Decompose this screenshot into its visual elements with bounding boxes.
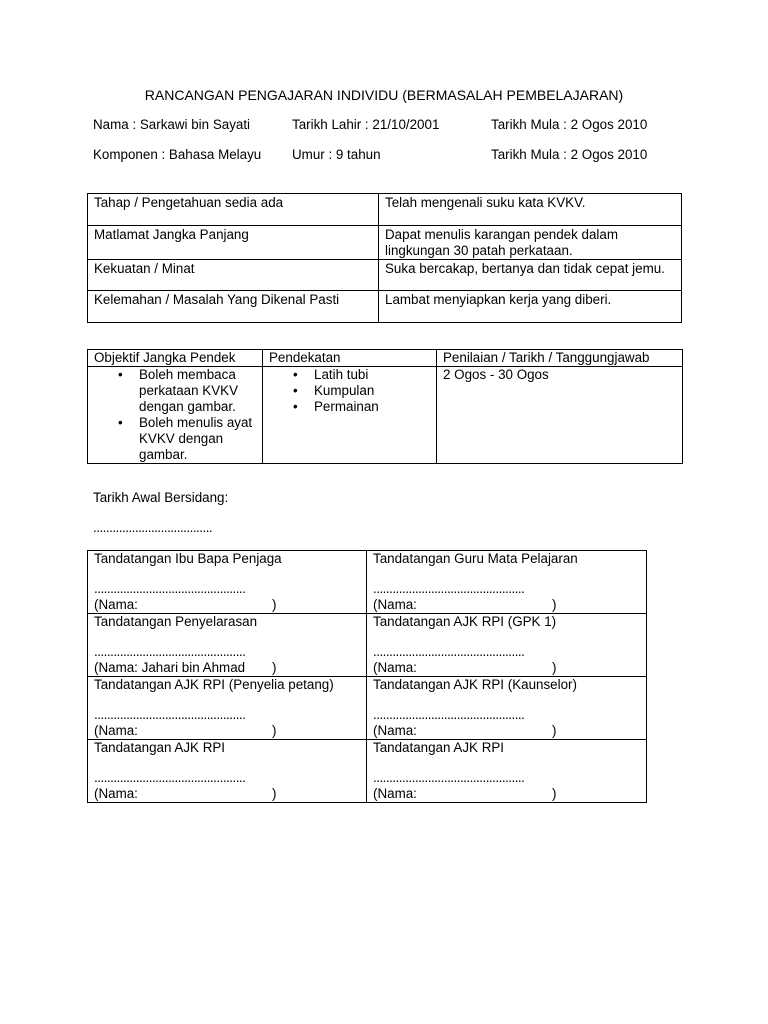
profile-label: Kekuatan / Minat bbox=[88, 259, 379, 291]
nama-label: (Nama: bbox=[373, 597, 417, 612]
table-row bbox=[88, 225, 682, 259]
table-row bbox=[88, 677, 647, 740]
nama-close: ) bbox=[552, 660, 557, 675]
nama-close: ) bbox=[272, 597, 277, 612]
profile-label: Kelemahan / Masalah Yang Dikenal Pasti bbox=[88, 291, 379, 323]
list-item: • Permainan bbox=[314, 399, 430, 415]
nama-close: ) bbox=[272, 660, 277, 675]
signature-dots: ............................................... bbox=[373, 770, 525, 785]
nama-close: ) bbox=[272, 723, 277, 738]
list-item: • Latih tubi bbox=[314, 367, 430, 383]
tarikh-mula-field-2: Tarikh Mula : 2 Ogos 2010 bbox=[491, 147, 648, 162]
nama-label: (Nama: bbox=[94, 597, 138, 612]
signature-label: Tandatangan Penyelarasan bbox=[94, 614, 258, 629]
nama-label: (Nama: bbox=[373, 660, 417, 675]
pendekatan-list bbox=[269, 367, 430, 415]
signature-label: Tandatangan AJK RPI (Kaunselor) bbox=[373, 677, 577, 692]
pendekatan-cell bbox=[263, 367, 437, 464]
table-row bbox=[88, 740, 647, 803]
table-row bbox=[88, 367, 683, 464]
profile-value: Dapat menulis karangan pendek dalam lingkungan 30 patah perkataan. bbox=[379, 225, 682, 259]
nama-label: (Nama: bbox=[94, 723, 138, 738]
signature-label: Tandatangan AJK RPI bbox=[373, 740, 505, 755]
objektif-list bbox=[94, 367, 256, 463]
page-title: RANCANGAN PENGAJARAN INDIVIDU (BERMASALAH PEMBELAJARAN) bbox=[144, 87, 624, 103]
table-row bbox=[88, 259, 682, 291]
signature-label: Tandatangan Ibu Bapa Penjaga bbox=[94, 551, 282, 566]
penilaian-cell: 2 Ogos - 30 Ogos bbox=[437, 367, 683, 464]
profile-value: Telah mengenali suku kata KVKV. bbox=[379, 194, 682, 226]
signature-label: Tandatangan AJK RPI (Penyelia petang) bbox=[94, 677, 334, 692]
signature-dots: ............................................... bbox=[94, 644, 246, 659]
list-item: • Boleh menulis ayat KVKV dengan gambar. bbox=[139, 415, 256, 463]
signature-label: Tandatangan AJK RPI (GPK 1) bbox=[373, 614, 557, 629]
signature-cell bbox=[367, 614, 647, 677]
komponen-field: Komponen : Bahasa Melayu bbox=[93, 147, 262, 162]
signature-cell bbox=[88, 677, 367, 740]
tarikh-mula-field: Tarikh Mula : 2 Ogos 2010 bbox=[491, 117, 648, 132]
signature-label: Tandatangan AJK RPI bbox=[94, 740, 226, 755]
signature-cell bbox=[88, 614, 367, 677]
signature-cell bbox=[88, 740, 367, 803]
profile-table bbox=[87, 193, 682, 323]
nama-close: ) bbox=[272, 786, 277, 801]
signature-cell bbox=[88, 551, 367, 614]
nama-field: Nama : Sarkawi bin Sayati bbox=[93, 117, 251, 132]
signature-dots: ............................................... bbox=[94, 581, 246, 596]
signature-dots: ............................................... bbox=[94, 770, 246, 785]
profile-label: Matlamat Jangka Panjang bbox=[88, 225, 379, 259]
table-row bbox=[88, 551, 647, 614]
signature-cell bbox=[367, 677, 647, 740]
signature-dots: ............................................... bbox=[373, 581, 525, 596]
nama-label: (Nama: bbox=[373, 723, 417, 738]
nama-label: (Nama: bbox=[94, 786, 138, 801]
signature-dots: ............................................... bbox=[373, 707, 525, 722]
objektif-cell bbox=[88, 367, 263, 464]
signature-cell bbox=[367, 551, 647, 614]
table-row bbox=[88, 614, 647, 677]
nama-label: (Nama: bbox=[373, 786, 417, 801]
signature-dots: ............................................... bbox=[373, 644, 525, 659]
profile-value: Lambat menyiapkan kerja yang diberi. bbox=[379, 291, 682, 323]
umur-field: Umur : 9 tahun bbox=[292, 147, 381, 162]
table-header-row bbox=[88, 350, 683, 367]
signature-table bbox=[87, 550, 647, 803]
list-item: • Kumpulan bbox=[314, 383, 430, 399]
signature-cell bbox=[367, 740, 647, 803]
profile-value: Suka bercakap, bertanya dan tidak cepat jemu. bbox=[379, 259, 682, 291]
nama-close: ) bbox=[552, 597, 557, 612]
header-penilaian: Penilaian / Tarikh / Tanggungjawab bbox=[437, 350, 683, 367]
tarikh-awal-label: Tarikh Awal Bersidang: bbox=[93, 490, 229, 505]
profile-label: Tahap / Pengetahuan sedia ada bbox=[88, 194, 379, 226]
header-objektif: Objektif Jangka Pendek bbox=[88, 350, 263, 367]
header-pendekatan: Pendekatan bbox=[263, 350, 437, 367]
list-item: • Boleh membaca perkataan KVKV dengan gambar. bbox=[139, 367, 256, 415]
tarikh-awal-dots: ..................................... bbox=[93, 520, 213, 535]
table-row bbox=[88, 291, 682, 323]
nama-close: ) bbox=[552, 786, 557, 801]
signature-label: Tandatangan Guru Mata Pelajaran bbox=[373, 551, 578, 566]
signature-dots: ............................................... bbox=[94, 707, 246, 722]
nama-label: (Nama: Jahari bin Ahmad bbox=[94, 660, 246, 675]
table-row bbox=[88, 194, 682, 226]
objectives-table bbox=[87, 349, 683, 464]
nama-close: ) bbox=[552, 723, 557, 738]
tarikh-lahir-field: Tarikh Lahir : 21/10/2001 bbox=[292, 117, 440, 132]
